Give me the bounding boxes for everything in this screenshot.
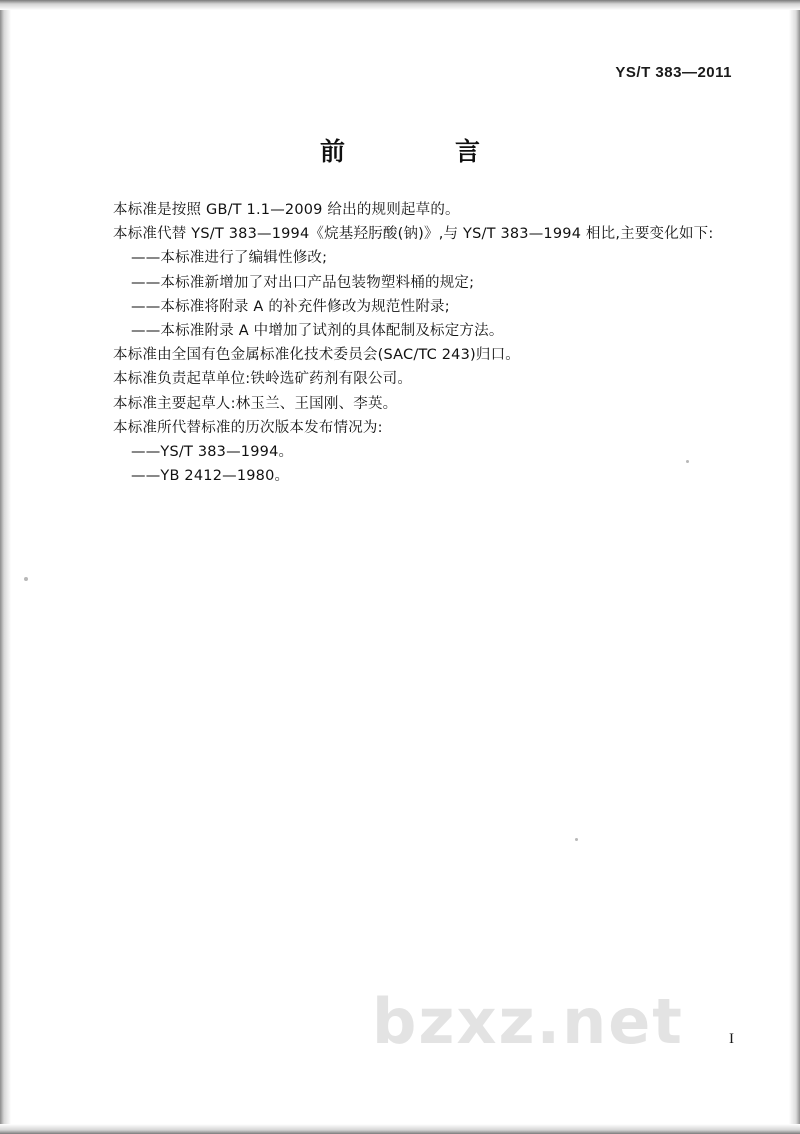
standard-number: YS/T 383—2011 [615,64,732,81]
scan-speck [575,838,578,841]
paragraph: 本标准由全国有色金属标准化技术委员会(SAC/TC 243)归口。 [113,347,520,364]
page-edge-right [789,0,800,1134]
page-title: 前 言 [319,137,500,166]
paragraph: ——本标准将附录 A 的补充件修改为规范性附录; [131,298,450,315]
paragraph: ——本标准进行了编辑性修改; [131,250,328,267]
paragraph: 本标准代替 YS/T 383—1994《烷基羟肟酸(钠)》,与 YS/T 383—1994 相比,主要变化如下: [113,226,714,243]
paragraph: 本标准主要起草人:林玉兰、王国刚、李英。 [113,395,398,412]
page-edge-bottom [0,1124,800,1134]
paragraph: ——YS/T 383—1994。 [131,444,294,461]
watermark: bzxz.net [372,985,684,1058]
foreword-body [113,198,713,488]
page-edge-top [0,0,800,10]
scan-speck [24,577,28,581]
page-number: I [729,1031,734,1047]
paragraph: ——本标准新增加了对出口产品包装物塑料桶的规定; [131,274,475,291]
paragraph: ——本标准附录 A 中增加了试剂的具体配制及标定方法。 [131,323,504,340]
paragraph: 本标准负责起草单位:铁岭选矿药剂有限公司。 [113,371,413,388]
paragraph: ——YB 2412—1980。 [131,468,290,485]
paragraph: 本标准是按照 GB/T 1.1—2009 给出的规则起草的。 [113,202,460,218]
page-edge-left [0,0,11,1134]
paragraph: 本标准所代替标准的历次版本发布情况为: [113,419,383,436]
